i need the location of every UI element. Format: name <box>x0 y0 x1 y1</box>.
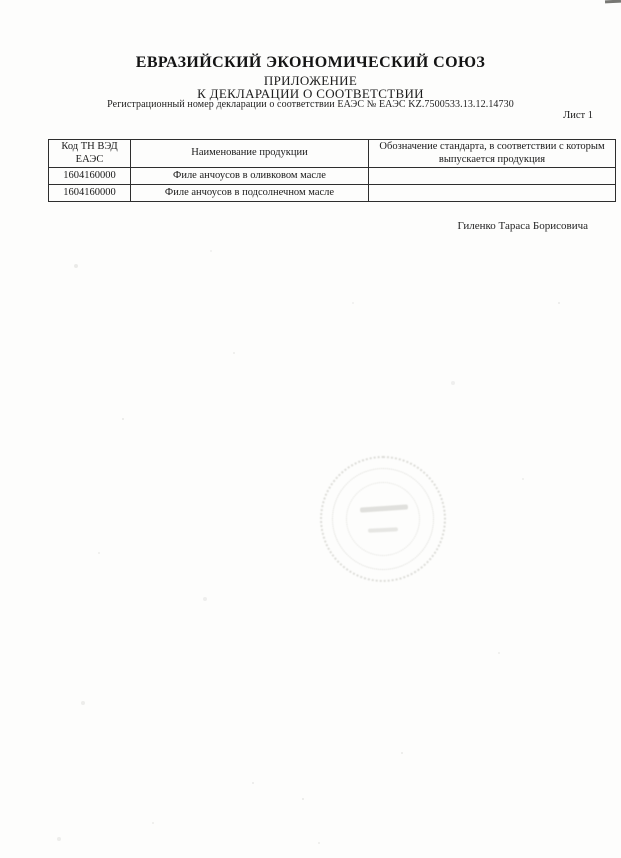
registration-number-line: Регистрационный номер декларации о соответствии ЕАЭС № ЕАЭС KZ.7500533.13.12.14730 <box>107 99 514 110</box>
column-header-tnved-code: Код ТН ВЭД ЕАЭС <box>49 140 131 168</box>
column-header-product-name: Наименование продукции <box>131 140 369 168</box>
stamp-illegible-text-mark <box>360 504 408 512</box>
declaration-title: К ДЕКЛАРАЦИИ О СООТВЕТСТВИИ <box>197 86 424 101</box>
cell-tnved-code: 1604160000 <box>49 185 131 202</box>
column-header-standard: Обозначение стандарта, в соответствии с которым выпускается продукция <box>369 140 616 168</box>
cell-tnved-code: 1604160000 <box>49 168 131 185</box>
scan-noise-speckles <box>0 0 2 2</box>
scan-edge-artifact <box>605 0 621 3</box>
cell-standard <box>369 168 616 185</box>
appendix-title: ПРИЛОЖЕНИЕ <box>263 73 358 88</box>
signatory-name: Гиленко Тараса Борисовича <box>457 220 588 232</box>
stamp-illegible-text-mark <box>368 527 398 533</box>
cell-product-name: Филе анчоусов в оливковом масле <box>131 168 369 185</box>
table-row <box>49 168 616 185</box>
faint-round-stamp <box>320 456 446 582</box>
table-row <box>49 185 616 202</box>
union-title: ЕВРАЗИЙСКИЙ ЭКОНОМИЧЕСКИЙ СОЮЗ <box>135 54 486 71</box>
sheet-number-label: Лист 1 <box>563 110 593 121</box>
cell-product-name: Филе анчоусов в подсолнечном масле <box>131 185 369 202</box>
cell-standard <box>369 185 616 202</box>
products-table <box>48 139 616 202</box>
table-header-row <box>49 140 616 168</box>
